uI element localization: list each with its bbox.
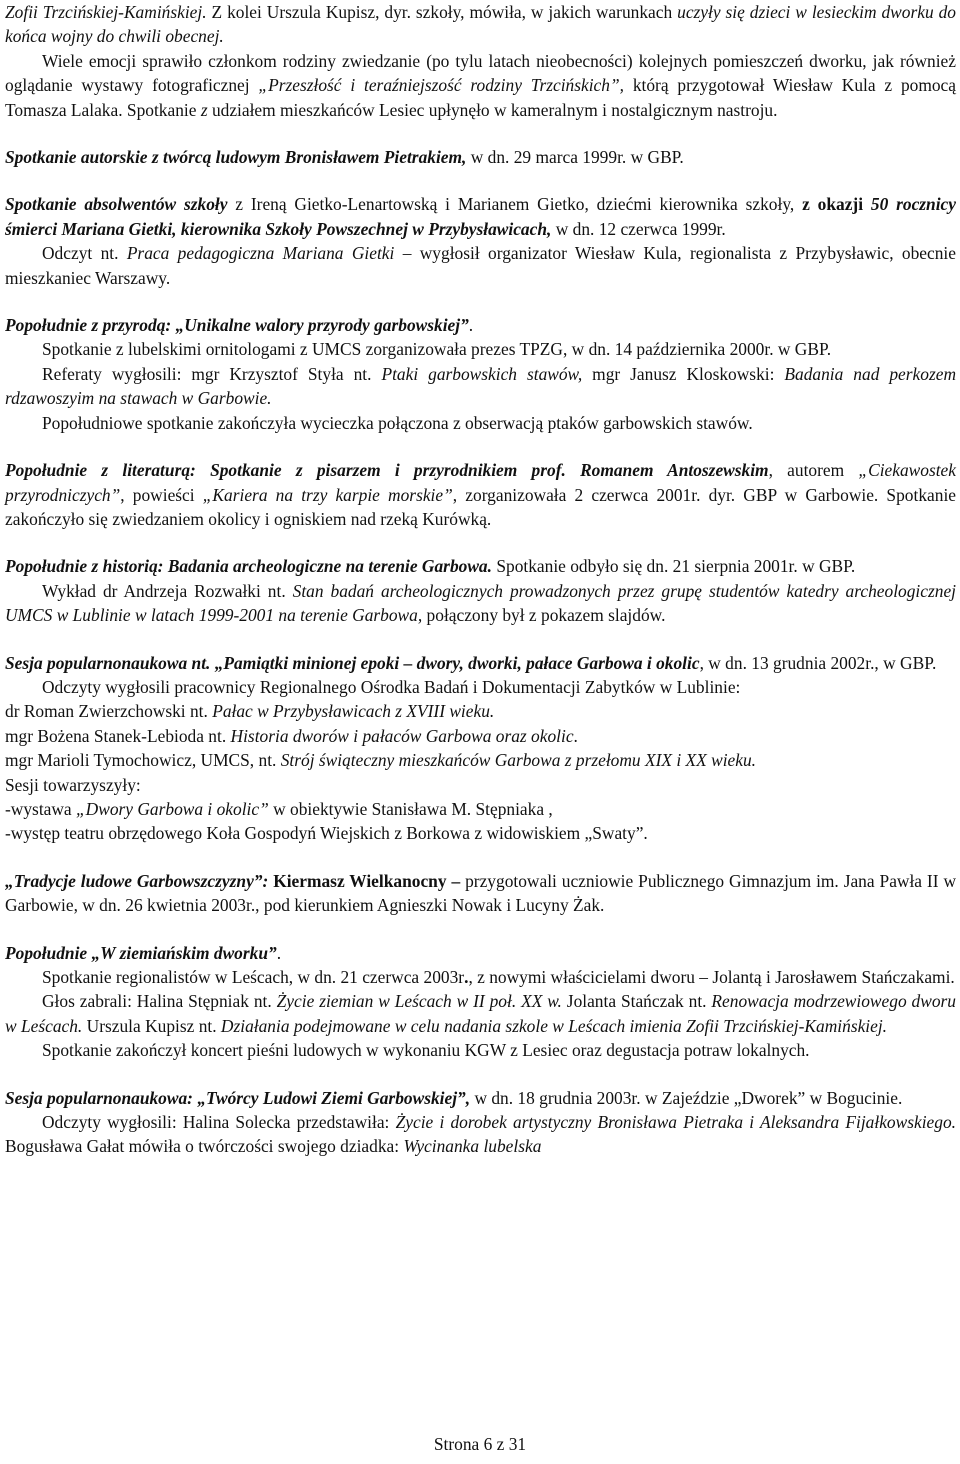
text-run: . [468,315,474,336]
paragraph [5,773,956,797]
text-run: Stan badań archeologicznych prowadzonych przez grupę studentów katedry archeologicznej UMCS w Lublinie w latach 1999-2001 na terenie Garbowa, [5,580,956,626]
text-run: Jolanta Stańczak nt. [561,991,712,1012]
page-footer [0,1432,960,1456]
text-run: Badania nad perkozem rdzawoszyim na stawach w Garbowie. [5,363,956,409]
paragraph [5,989,956,1038]
text-run: . [464,967,469,987]
text-run: „Przeszłość i teraźniejszość rodziny Trzcińskich”, [258,75,624,96]
text-run: Działania podejmowane w celu nadania szkole w Leścach imienia Zofii Trzcińskiej-Kamińskiej. [220,1015,888,1036]
paragraph [5,241,956,290]
text-run: Popołudnie „W ziemiańskim dworku” [5,942,277,963]
page-number: Strona 6 z 31 [433,1434,527,1454]
document-page [5,0,956,1159]
text-run: Zofii Trzcińskiej-Kamińskiej. [5,2,207,22]
text-run: Spotkanie autorskie z twórcą ludowym Bronisławem Pietrakiem, [5,147,467,168]
text-run: , autorem [768,460,859,481]
paragraph [5,411,956,435]
paragraph [5,1086,956,1110]
text-run: Spotkanie zakończył koncert pieśni ludowych w wykonaniu KGW z Lesiec oraz degustacja potraw lokalnych. [42,1040,810,1061]
text-run: Ptaki garbowskich stawów, [381,363,583,384]
text-run: z Ireną Gietko-Lenartowską i Marianem Gietko, dziećmi kierownika szkoły, [227,194,803,215]
paragraph [5,145,956,169]
text-run: Wiele emocji sprawiło członkom rodziny zwiedzanie (po tylu latach nieobecności) kolejnych pomieszczeń dworku, jak również oglądanie wystawy fotograficznej [5,50,956,96]
text-run: Głos zabrali: Halina Stępniak nt. [42,991,277,1012]
text-run: , powieści [120,484,203,505]
text-run: Z kolei Urszula Kupisz, dyr. szkoły, mówiła, w jakich warunkach [206,2,678,22]
text-run: przygotowali uczniowie Publicznego Gimnazjum im. Jana Pawła II w Garbowie, w dn. 26 kwietnia 2003r., pod kierunkiem Agnieszki Nowak i Lucyny Żak. [5,870,956,916]
text-run: w obiektywie Stanisława M. Stępniaka , [268,798,553,819]
text-run: Bogusława Gałat mówiła o twórczości swojego dziadka: [5,1136,404,1157]
text-run: Spotkanie z lubelskimi ornitologami z UMCS zorganizowała prezes TPZG, w dn. 14 października 2000r. w GBP. [42,339,832,360]
paragraph [5,1110,956,1159]
text-run: Referaty wygłosili: mgr Krzysztof Styła nt. [42,363,382,384]
text-run: Popołudnie z historią: Badania archeologiczne na terenie Garbowa. [5,556,492,577]
text-run: Wycinanka lubelska [403,1136,542,1157]
text-run: w dn. 12 czerwca 1999r. [551,218,726,239]
text-run: -występ teatru obrzędowego Koła Gospodyń Wiejskich z Borkowa z widowiskiem „Swaty”. [5,823,648,844]
paragraph [5,724,956,748]
text-run: Życie i dorobek artystyczny Bronisława Pietraka i Aleksandra Fijałkowskiego. [395,1112,956,1133]
text-run: . [276,942,282,963]
paragraph [5,1038,956,1062]
paragraph [5,965,956,989]
text-run: udziałem mieszkańców Lesiec upłynęło w kameralnym i nostalgicznym nastroju. [207,99,778,120]
text-run: mgr Marioli Tymochowicz, UMCS, nt. [5,750,281,771]
paragraph [5,49,956,122]
paragraph [5,699,956,723]
text-run: uczyły się dzieci w lesieckim dworku do końca wojny do chwili obecnej. [5,2,956,47]
paragraph [5,362,956,411]
text-run: Popołudnie z przyrodą: „Unikalne walory przyrody garbowskiej” [5,315,469,336]
paragraph [5,554,956,578]
text-run: Urszula Kupisz nt. [82,1015,221,1036]
text-run: Odczyty wygłosili pracownicy Regionalnego Ośrodka Badań i Dokumentacji Zabytków w Lublinie: [42,676,741,697]
text-run: Odczyt nt. [42,243,127,264]
text-run: z [200,99,208,120]
paragraph [5,748,956,772]
paragraph [5,675,956,699]
text-run: -wystawa [5,798,76,819]
text-run: Spotkanie regionalistów w Leścach, w dn. 21 czerwca 2003r [42,967,465,987]
text-run: którą przygotował Wiesław Kula z pomocą Tomasza Lalaka. Spotkanie [5,75,956,120]
paragraph [5,0,956,49]
text-run: Kiermasz Wielkanocny – [268,870,461,891]
text-run: Spotkanie odbyło się dn. 21 sierpnia 2001r. w GBP. [491,556,856,577]
text-run: Wykład dr Andrzeja Rozwałki nt. [42,580,293,601]
text-run: Praca pedagogiczna Mariana Gietki [126,243,395,264]
text-run: , z nowymi właścicielami dworu – Jolantą i Jarosławem Stańczakami. [468,967,955,987]
paragraph [5,192,956,241]
paragraph [5,337,956,361]
text-run: w dn. 29 marca 1999r. w GBP. [466,147,684,168]
text-run: Renowacja modrzewiowego dworu w Leścach. [5,991,957,1036]
text-run: z okazji [802,194,871,215]
paragraph [5,313,956,337]
paragraph [5,821,956,845]
paragraph [5,869,956,918]
paragraph [5,941,956,965]
paragraph [5,579,956,628]
text-run: „Dwory Garbowa i okolic” [76,798,269,819]
text-run: – wygłosił organizator Wiesław Kula, regionalista z Przybysławic, obecnie mieszkaniec Warszawy. [5,243,956,288]
text-run: Sesji towarzyszyły: [5,774,141,795]
text-run: dr Roman Zwierzchowski nt. [5,701,213,722]
text-run: mgr Janusz Kloskowski: [582,363,785,384]
text-run: Popołudnie z literaturą: Spotkanie z pisarzem i przyrodnikiem prof. Romanem Antoszewskim [5,460,769,481]
text-run: Odczyty wygłosili: Halina Solecka przedstawiła: [42,1112,396,1133]
text-run: , zorganizowała 2 czerwca 2001r. dyr. GBP w Garbowie. Spotkanie zakończyło się zwiedzaniem okolicy i ogniskiem nad rzeką Kurówką. [5,484,956,529]
text-run: , w dn. 13 grudnia 2002r., w GBP. [699,652,937,673]
text-run: „Tradycje ludowe Garbowszczyzny”: [5,870,269,891]
text-run: Sesja popularnonaukowa: „Twórcy Ludowi Ziemi Garbowskiej”, [5,1087,471,1108]
text-run: Pałac w Przybysławicach z XVIII wieku. [212,701,495,722]
text-run: 50 rocznicy śmierci Mariana Gietki, kierownika Szkoły Powszechnej w Przybysławicach, [5,194,956,239]
text-run: Strój świąteczny mieszkańców Garbowa z przełomu XIX i XX wieku. [280,750,757,771]
text-run: Życie ziemian w Leścach w II poł. XX w. [276,991,562,1012]
text-run: Historia dworów i pałaców Garbowa oraz okolic [230,725,574,746]
paragraph [5,797,956,821]
text-run: „Ciekawostek przyrodniczych” [5,460,956,505]
text-run: Sesja popularnonaukowa nt. „Pamiątki minionej epoki – dwory, dworki, pałace Garbowa i okolic [5,652,700,673]
text-run: połączony był z pokazem slajdów. [422,605,666,626]
text-run: w dn. 18 grudnia 2003r. w Zajeździe „Dworek” w Bogucinie. [470,1087,903,1108]
paragraph [5,458,956,531]
text-run: . [573,725,578,746]
text-run: mgr Bożena Stanek-Lebioda nt. [5,725,231,746]
text-run: Popołudniowe spotkanie zakończyła wycieczka połączona z obserwacją ptaków garbowskich stawów. [42,412,753,433]
text-run: „Kariera na trzy karpie morskie” [202,484,453,505]
paragraph [5,651,956,675]
text-run: Spotkanie absolwentów szkoły [5,194,228,215]
